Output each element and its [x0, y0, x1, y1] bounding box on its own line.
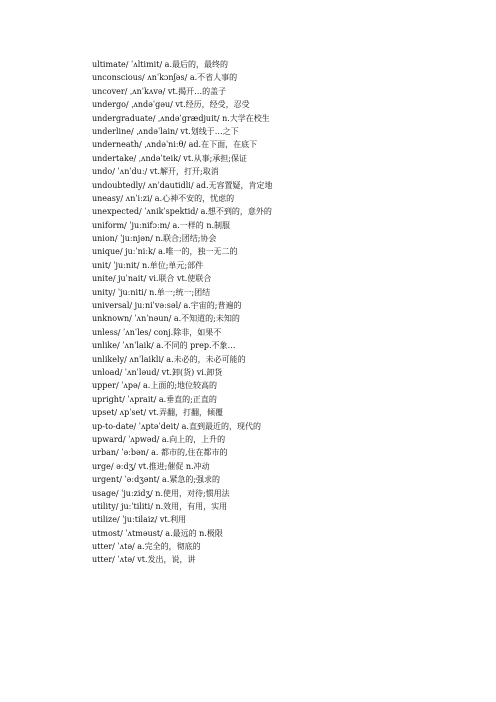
vocabulary-entry: unless/ ˈʌnˈles/ conj.除非，如果不 — [92, 327, 222, 337]
vocabulary-entry: unconscious/ ʌnˈkɔnʃəs/ a.不省人事的 — [92, 73, 238, 83]
vocabulary-entry: underline/ ˌʌndəˈlain/ vt.划线于…之下 — [92, 126, 239, 136]
vocabulary-entry: unknown/ ˈʌnˈnəun/ a.不知道的;未知的 — [92, 314, 240, 324]
vocabulary-entry: union/ ˈjuːnjən/ n.联合;团结;协会 — [92, 234, 217, 244]
vocabulary-entry: unique/ juːˈniːk/ a.唯一的，独一无二的 — [92, 247, 238, 257]
vocabulary-entry: upward/ ˈʌpwəd/ a.向上的，上升的 — [92, 434, 226, 444]
vocabulary-entry: uneasy/ ʌnˈiːzi/ a.心神不安的，忧虑的 — [92, 193, 235, 203]
vocabulary-entry: universal/ juːniˈvəːsəl/ a.宇宙的;普遍的 — [92, 301, 242, 311]
vocabulary-entry: upset/ ʌpˈset/ vt.弄翻，打翻，倾覆 — [92, 408, 223, 418]
vocabulary-entry: utilize/ ˈjuːtilaiz/ vt.利用 — [92, 515, 187, 525]
vocabulary-entry: uniform/ ˈjuːnifɔːm/ a.一样的 n.制服 — [92, 220, 231, 230]
vocabulary-entry: undoubtedly/ ʌnˈdautidli/ ad.无容置疑，肯定地 — [92, 180, 273, 190]
vocabulary-entry: unload/ ˈʌnˈləud/ vt.卸(货) vi.卸货 — [92, 367, 223, 377]
vocabulary-entry: unlike/ ˈʌnˈlaik/ a.不同的 prep.不象… — [92, 341, 236, 351]
vocabulary-entry: utility/ juːˈtiliti/ n.效用，有用，实用 — [92, 501, 228, 511]
vocabulary-entry: unit/ ˈjuːnit/ n.单位;单元;部件 — [92, 260, 204, 270]
vocabulary-entry: undo/ ˈʌnˈduː/ vt.解开，打开;取消 — [92, 167, 219, 177]
vocabulary-entry: upper/ ˈʌpə/ a.上面的;地位较高的 — [92, 381, 218, 391]
vocabulary-entry: utter/ ˈʌtə/ vt.发出，说，讲 — [92, 555, 196, 565]
vocabulary-list — [92, 58, 472, 567]
vocabulary-entry: urgent/ ˈəːdʒənt/ a.紧急的;强求的 — [92, 475, 221, 485]
vocabulary-entry: up-to-date/ ˈʌptəˈdeit/ a.直到最近的，现代的 — [92, 421, 261, 431]
vocabulary-entry: urge/ əːdʒ/ vt.推进;催促 n.冲动 — [92, 461, 210, 471]
vocabulary-entry: underneath/ ˌʌndəˈniːθ/ ad.在下面，在底下 — [92, 140, 258, 150]
vocabulary-entry: undergo/ ˌʌndəˈgəu/ vt.经历，经受，忍受 — [92, 100, 250, 110]
vocabulary-entry: unite/ juˈnait/ vi.联合 vt.使联合 — [92, 274, 212, 284]
vocabulary-entry: usage/ ˈjuːzidʒ/ n.使用，对待;惯用法 — [92, 488, 230, 498]
vocabulary-entry: unlikely/ ʌnˈlaikli/ a.未必的，未必可能的 — [92, 354, 246, 364]
vocabulary-entry: utter/ ˈʌtə/ a.完全的，彻底的 — [92, 542, 201, 552]
vocabulary-entry: urban/ ˈəːbən/ a. 都市的,住在都市的 — [92, 448, 228, 458]
vocabulary-entry: unexpected/ ˈʌnikˈspektid/ a.想不到的，意外的 — [92, 207, 272, 217]
vocabulary-entry: unity/ ˈjuːniti/ n.单一;统一;团结 — [92, 287, 211, 297]
vocabulary-entry: undertake/ ˌʌndəˈteik/ vt.从事;承担;保证 — [92, 153, 247, 163]
vocabulary-entry: undergraduate/ ˌʌndəˈgrædjuit/ n.大学在校生 — [92, 113, 270, 123]
vocabulary-entry: utmost/ ˈʌtməust/ a.最远的 n.极限 — [92, 528, 223, 538]
vocabulary-entry: upright/ ˈʌprait/ a.垂直的;正直的 — [92, 394, 217, 404]
vocabulary-entry: ultimate/ ˈʌltimit/ a.最后的，最终的 — [92, 60, 228, 69]
vocabulary-entry: uncover/ ˌʌnˈkʌvə/ vt.揭开…的盖子 — [92, 86, 227, 96]
